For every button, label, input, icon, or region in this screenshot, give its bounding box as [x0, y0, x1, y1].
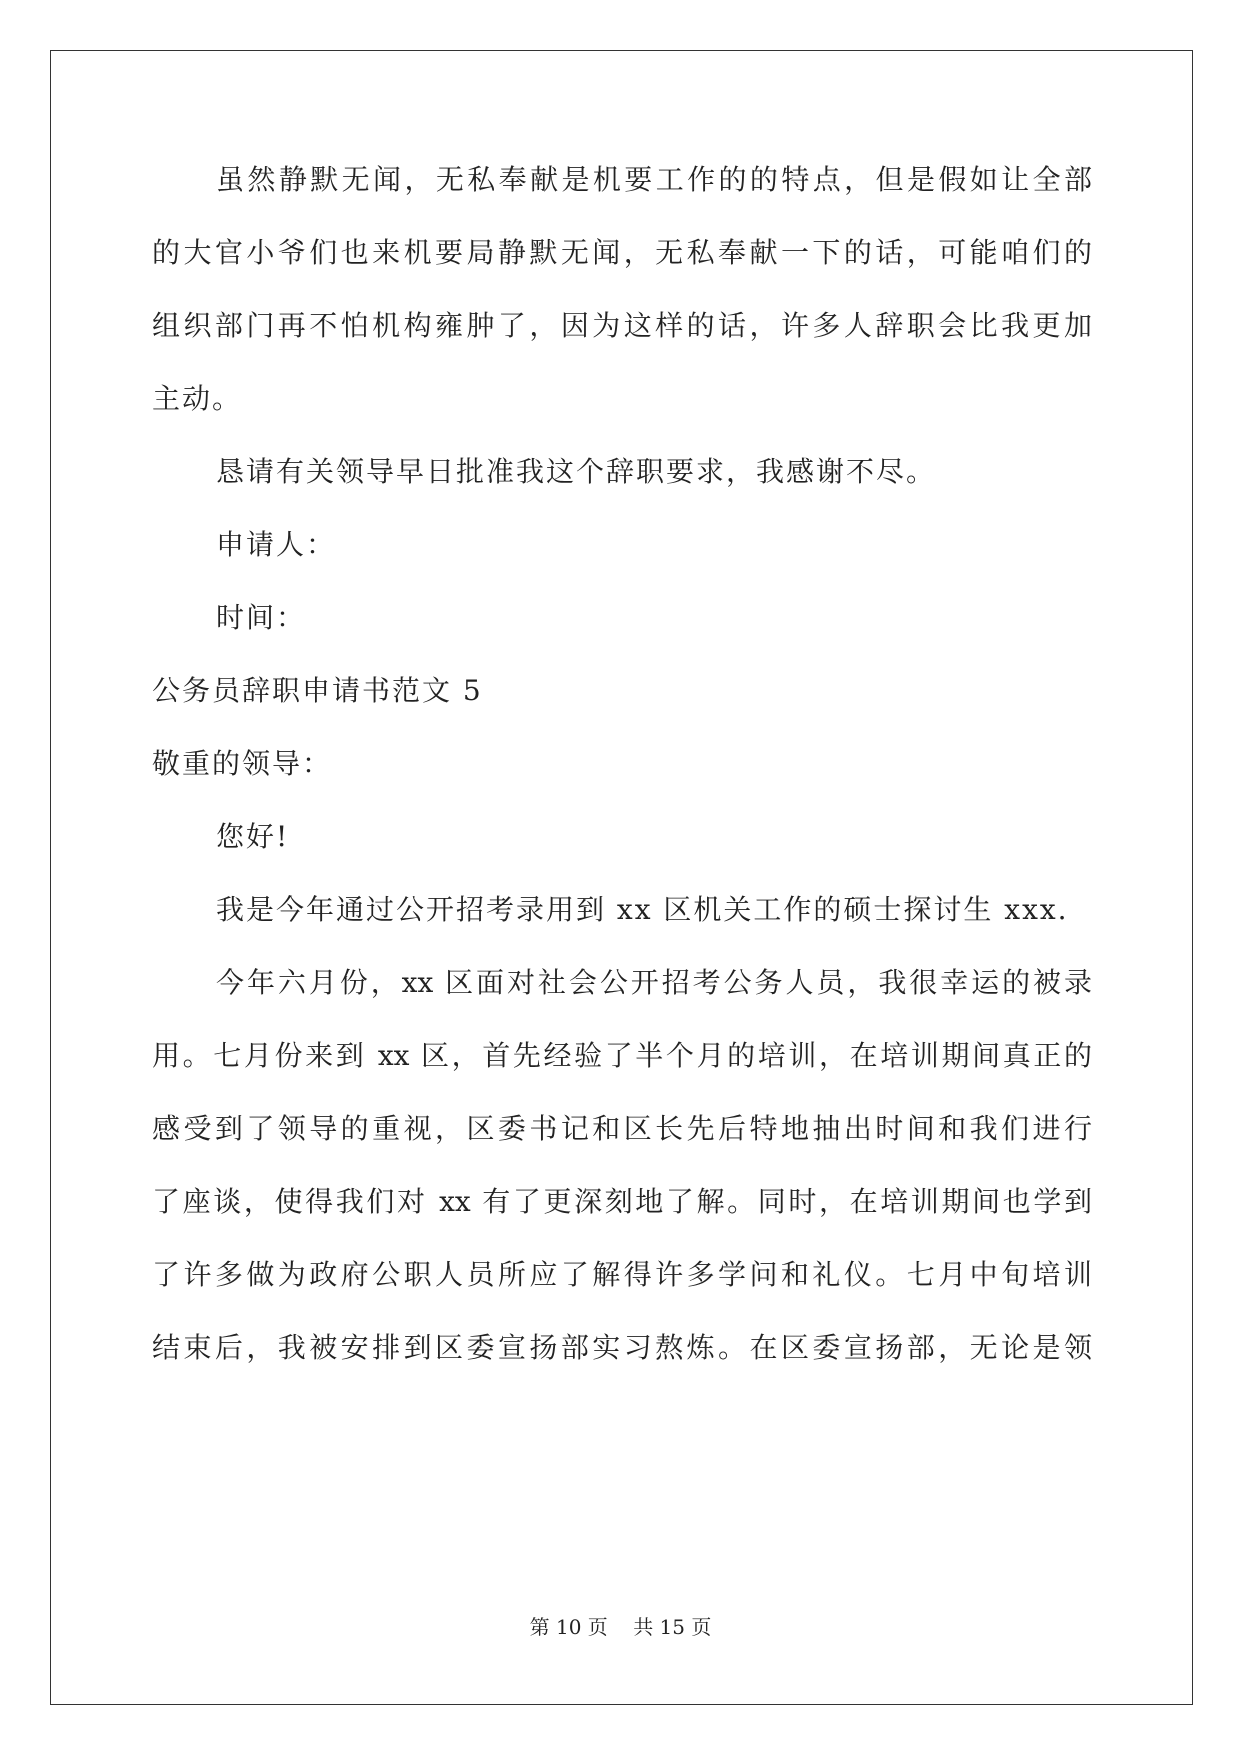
paragraph-line: 我是今年通过公开招考录用到 xx 区机关工作的硕士探讨生 xxx. — [216, 893, 1069, 926]
paragraph-line: 了许多做为政府公职人员所应了解得许多学问和礼仪。七月中旬培训 — [152, 1258, 1092, 1291]
paragraph-line: 用。七月份来到 xx 区，首先经验了半个月的培训，在培训期间真正的 — [152, 1039, 1092, 1072]
paragraph-line: 主动。 — [152, 382, 243, 415]
page-border — [50, 50, 1193, 1705]
paragraph-line: 结束后，我被安排到区委宣扬部实习熬炼。在区委宣扬部，无论是领 — [152, 1331, 1092, 1364]
paragraph-line: 今年六月份，xx 区面对社会公开招考公务人员，我很幸运的被录 — [216, 966, 1092, 999]
page-number-footer: 第 10 页 共 15 页 — [529, 1615, 712, 1639]
applicant-label: 申请人： — [216, 528, 337, 561]
paragraph-line: 的大官小爷们也来机要局静默无闻，无私奉献一下的话，可能咱们的 — [152, 236, 1092, 269]
paragraph-line: 虽然静默无闻，无私奉献是机要工作的的特点，但是假如让全部 — [216, 163, 1092, 196]
date-label: 时间： — [216, 601, 307, 634]
salutation: 敬重的领导： — [152, 747, 333, 780]
paragraph-line: 恳请有关领导早日批准我这个辞职要求，我感谢不尽。 — [216, 455, 937, 488]
section-title: 公务员辞职申请书范文 5 — [152, 674, 483, 707]
paragraph-line: 了座谈，使得我们对 xx 有了更深刻地了解。同时，在培训期间也学到 — [152, 1185, 1092, 1218]
paragraph-line: 感受到了领导的重视，区委书记和区长先后特地抽出时间和我们进行 — [152, 1112, 1092, 1145]
paragraph-line: 组织部门再不怕机构雍肿了，因为这样的话，许多人辞职会比我更加 — [152, 309, 1092, 342]
greeting: 您好! — [216, 820, 290, 853]
